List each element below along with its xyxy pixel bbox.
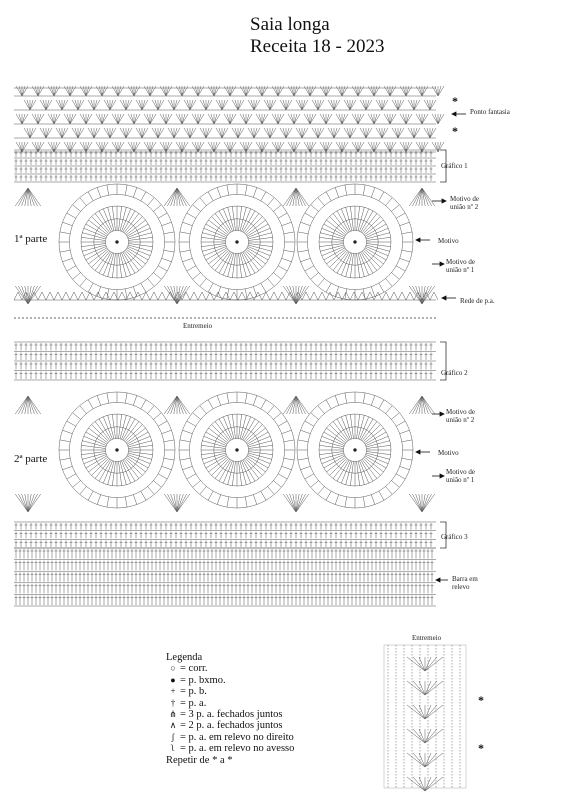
rosette-center-dot [115, 240, 118, 243]
fan-stitch [368, 86, 380, 96]
fan-stitch [144, 142, 156, 152]
legend-item-text: = p. a. [180, 697, 207, 709]
label-arrows [416, 112, 466, 582]
fan-stitch [224, 114, 236, 124]
legend-item-text: = p. a. em relevo no direito [180, 731, 294, 743]
rosette-center-dot [235, 448, 238, 451]
fan-stitch [408, 100, 420, 110]
fan-stitch [248, 100, 260, 110]
fan-stitch [320, 86, 332, 96]
fan-stitch [176, 86, 188, 96]
fan-stitch [416, 142, 428, 152]
fan-stitch [32, 142, 44, 152]
grafico-3-chart [14, 522, 436, 548]
entremeio-fan [407, 729, 443, 743]
fan-stitch [280, 100, 292, 110]
slip-stitch-icon: ● [170, 674, 176, 685]
label-motivo-uniao-1a: Motivo de união nº 1 [446, 258, 475, 274]
label-motivo-a: Motivo [438, 237, 459, 245]
fan-stitch [48, 86, 60, 96]
fan-stitch [192, 114, 204, 124]
fan-stitch [408, 128, 420, 138]
fan-stitch [336, 86, 348, 96]
fan-stitch [152, 128, 164, 138]
fan-stitch [136, 100, 148, 110]
fan-stitch [144, 114, 156, 124]
fan-stitch [24, 100, 36, 110]
rosette-motif [179, 392, 295, 508]
single-crochet-icon: + [170, 686, 176, 697]
fan-stitch [192, 86, 204, 96]
rosette-center-dot [115, 448, 118, 451]
entremeio-star-bottom: * [478, 741, 484, 755]
label-motivo-uniao-2a: Motivo de união nº 2 [450, 195, 479, 211]
union-motif-1 [164, 494, 190, 512]
union-motif-2 [15, 188, 41, 206]
fan-stitch [312, 128, 324, 138]
motif-row-2 [15, 392, 435, 512]
fan-stitch [272, 142, 284, 152]
fan-stitch [392, 128, 404, 138]
legend-item-text: = p. bxmo. [180, 674, 226, 686]
union-motif-1 [283, 494, 309, 512]
fan-stitch [296, 100, 308, 110]
fan-stitch [320, 142, 332, 152]
fan-stitch [272, 86, 284, 96]
fan-stitch [16, 142, 28, 152]
fan-stitch [96, 86, 108, 96]
fan-stitch [304, 114, 316, 124]
fan-stitch [192, 142, 204, 152]
legend-heading: Legenda [166, 652, 203, 663]
fan-stitch [368, 142, 380, 152]
legend-item-text: = p. b. [180, 686, 207, 698]
entremeio-chart [384, 645, 466, 791]
legend-item-text: = corr. [180, 663, 208, 675]
fan-stitch [64, 114, 76, 124]
grafico2-stitch-row [15, 353, 433, 361]
entremeio-fan [407, 753, 443, 767]
fan-stitch [240, 86, 252, 96]
fan-stitch [88, 128, 100, 138]
fan-stitch [376, 100, 388, 110]
grafico-1-chart [14, 150, 436, 182]
fan-stitch [40, 100, 52, 110]
barra-stitch-row [15, 572, 434, 582]
fan-stitch [112, 86, 124, 96]
fan-stitch [120, 128, 132, 138]
fan-stitch [56, 128, 68, 138]
grafico1-stitch-row [15, 175, 433, 181]
rosette-motif [297, 392, 413, 508]
fan-stitch [64, 86, 76, 96]
fan-stitch [184, 100, 196, 110]
fan-stitch [288, 86, 300, 96]
fan-stitch [352, 86, 364, 96]
fan-stitch [240, 114, 252, 124]
label-ponto-fantasia: Ponto fantasia [470, 108, 510, 116]
label-part-2: 2ª parte [14, 453, 48, 465]
entremeio-fan [407, 705, 443, 719]
rosette-motif [297, 184, 413, 300]
fan-stitch [360, 100, 372, 110]
fan-stitch [328, 100, 340, 110]
fan-stitch [168, 100, 180, 110]
fan-stitch [16, 86, 28, 96]
fan-stitch [184, 128, 196, 138]
rosette-center-dot [235, 240, 238, 243]
grafico2-stitch-row [15, 343, 433, 351]
legend [166, 652, 294, 766]
fan-stitch [128, 142, 140, 152]
chain-stitch-icon: ○ [170, 663, 176, 674]
double-crochet-icon: † [170, 697, 176, 708]
fan-stitch [288, 142, 300, 152]
union-motif-2 [409, 188, 435, 206]
label-rede: Rede de p.a. [460, 297, 495, 305]
fan-stitch [344, 100, 356, 110]
legend-item [166, 663, 294, 674]
repeat-star-bottom: * [452, 124, 458, 138]
legend-item-text: = 3 p. a. fechados juntos [180, 709, 283, 721]
fan-stitch [336, 142, 348, 152]
fan-stitch [424, 100, 436, 110]
title-line-1: Saia longa [250, 14, 330, 35]
grafico-2-chart [14, 342, 436, 380]
fan-stitch [160, 86, 172, 96]
fan-stitch [128, 114, 140, 124]
fan-stitch [80, 86, 92, 96]
fan-stitch [432, 142, 444, 152]
rosette-center-dot [353, 448, 356, 451]
fan-stitch [168, 128, 180, 138]
motif-row-1 [14, 184, 438, 304]
union-motif-1 [164, 286, 190, 304]
arrow-head [416, 238, 420, 242]
two-dc-together-icon: ∧ [169, 720, 177, 731]
union-motif-2 [283, 396, 309, 414]
arrow-head [436, 578, 440, 582]
fan-stitch [328, 128, 340, 138]
legend-item [166, 686, 294, 697]
fan-stitch [80, 114, 92, 124]
fan-stitch [24, 128, 36, 138]
three-dc-together-icon: ⋔ [169, 709, 177, 720]
fan-stitch [288, 114, 300, 124]
back-post-dc-icon: ʅ [171, 743, 175, 754]
fan-stitch [240, 142, 252, 152]
label-grafico-2: Gráfico 2 [441, 369, 468, 377]
fan-stitch [224, 86, 236, 96]
fan-stitch [56, 100, 68, 110]
fan-stitch [256, 114, 268, 124]
entremeio-fan [407, 657, 443, 671]
fan-stitch [376, 128, 388, 138]
legend-item [166, 709, 294, 720]
fan-stitch [72, 128, 84, 138]
union-motif-2 [164, 396, 190, 414]
arrow-head [440, 262, 444, 266]
rosette-motif [59, 392, 175, 508]
fan-stitch [320, 114, 332, 124]
fan-stitch [232, 100, 244, 110]
fan-stitch [208, 142, 220, 152]
union-motif-1 [409, 286, 435, 304]
fan-stitch [384, 114, 396, 124]
fan-stitch [128, 86, 140, 96]
fan-stitch [72, 100, 84, 110]
fan-stitch [248, 128, 260, 138]
fan-stitch [32, 86, 44, 96]
label-motivo-uniao-1b: Motivo de união nº 1 [446, 468, 475, 484]
fan-stitch [96, 142, 108, 152]
fan-stitch [416, 114, 428, 124]
fan-stitch [224, 142, 236, 152]
barra-em-relevo-chart [14, 548, 436, 606]
legend-item [166, 675, 294, 686]
fan-stitch [88, 100, 100, 110]
grafico3-stitch-row [15, 540, 433, 547]
repeat-star-top: * [452, 94, 458, 108]
arrow-head [442, 199, 446, 203]
fan-stitch [40, 128, 52, 138]
arrow-head [416, 450, 420, 454]
union-motif-2 [164, 188, 190, 206]
fan-stitch [304, 142, 316, 152]
grafico1-stitch-row [15, 167, 433, 173]
fan-stitch [368, 114, 380, 124]
fan-stitch [384, 142, 396, 152]
fan-stitch [336, 114, 348, 124]
label-part-1: 1ª parte [14, 233, 48, 245]
fan-stitch [232, 128, 244, 138]
label-grafico-1: Gráfico 1 [441, 162, 468, 170]
legend-item [166, 732, 294, 743]
union-motif-1 [283, 286, 309, 304]
fan-stitch [200, 100, 212, 110]
label-entremeio: Entremeio [183, 322, 213, 330]
fan-stitch [216, 128, 228, 138]
fan-stitch [352, 114, 364, 124]
label-motivo-uniao-2b: Motivo de união nº 2 [446, 408, 475, 424]
grafico2-stitch-row [15, 362, 433, 370]
fan-stitch [48, 142, 60, 152]
fan-stitch [400, 86, 412, 96]
fan-stitch [416, 86, 428, 96]
arrow-head [452, 112, 456, 116]
fan-stitch [352, 142, 364, 152]
fan-stitch [296, 128, 308, 138]
fan-stitch [344, 128, 356, 138]
union-motif-1 [15, 494, 41, 512]
fan-stitch [112, 142, 124, 152]
rosette-center-dot [353, 240, 356, 243]
label-motivo-b: Motivo [438, 449, 459, 457]
arrow-head [440, 412, 444, 416]
union-motif-1 [15, 286, 41, 304]
label-grafico-3: Gráfico 3 [441, 533, 468, 541]
fan-stitch [392, 100, 404, 110]
barra-stitch-row [15, 584, 434, 594]
fan-stitch [216, 100, 228, 110]
fan-stitch [360, 128, 372, 138]
barra-stitch-row [15, 549, 434, 559]
barra-stitch-row [15, 595, 434, 605]
grafico1-stitch-row [15, 159, 433, 165]
fan-stitch [432, 86, 444, 96]
arrow-head [440, 474, 444, 478]
fan-stitch [16, 114, 28, 124]
legend-item [166, 743, 294, 754]
fan-stitch [64, 142, 76, 152]
fan-stitch [256, 86, 268, 96]
fan-stitch [176, 142, 188, 152]
fan-stitch [176, 114, 188, 124]
grafico2-stitch-row [15, 372, 433, 380]
legend-item-text: = p. a. em relevo no avesso [180, 743, 295, 755]
fan-stitch [80, 142, 92, 152]
label-entremeio-chart: Entremeio [412, 634, 442, 642]
fan-stitch [48, 114, 60, 124]
fan-stitch [200, 128, 212, 138]
fan-stitch [432, 114, 444, 124]
legend-item-text: = 2 p. a. fechados juntos [180, 720, 283, 732]
fan-stitch [32, 114, 44, 124]
fan-stitch [264, 100, 276, 110]
title-line-2: Receita 18 - 2023 [250, 36, 385, 57]
fan-stitch [104, 128, 116, 138]
front-post-dc-icon: ʃ [171, 731, 175, 742]
union-motif-1 [409, 494, 435, 512]
ponto-fantasia-chart [14, 86, 444, 152]
fan-stitch [256, 142, 268, 152]
fan-stitch [152, 100, 164, 110]
fan-stitch [208, 86, 220, 96]
fan-stitch [400, 114, 412, 124]
fan-stitch [136, 128, 148, 138]
fan-stitch [272, 114, 284, 124]
grafico3-stitch-row [15, 532, 433, 539]
fan-stitch [208, 114, 220, 124]
entremeio-fan [407, 777, 443, 791]
legend-repeat-note: Repetir de * a * [166, 754, 233, 766]
rosette-motif [179, 184, 295, 300]
union-motif-2 [283, 188, 309, 206]
legend-item [166, 698, 294, 709]
fan-stitch [104, 100, 116, 110]
fan-stitch [96, 114, 108, 124]
union-motif-2 [15, 396, 41, 414]
fan-stitch [144, 86, 156, 96]
fan-stitch [304, 86, 316, 96]
grafico3-stitch-row [15, 523, 433, 530]
arrow-head [442, 296, 446, 300]
label-barra: Barra em relevo [452, 575, 478, 591]
fan-stitch [112, 114, 124, 124]
fan-stitch [400, 142, 412, 152]
union-motif-2 [409, 396, 435, 414]
fan-stitch [264, 128, 276, 138]
entremeio-star-top: * [478, 693, 484, 707]
entremeio-fan [407, 681, 443, 695]
fan-stitch [424, 128, 436, 138]
barra-stitch-row [15, 561, 434, 571]
fan-stitch [160, 142, 172, 152]
fan-stitch [312, 100, 324, 110]
fan-stitch [280, 128, 292, 138]
fan-stitch [160, 114, 172, 124]
fan-stitch [120, 100, 132, 110]
rosette-motif [59, 184, 175, 300]
legend-item [166, 720, 294, 731]
fan-stitch [384, 86, 396, 96]
